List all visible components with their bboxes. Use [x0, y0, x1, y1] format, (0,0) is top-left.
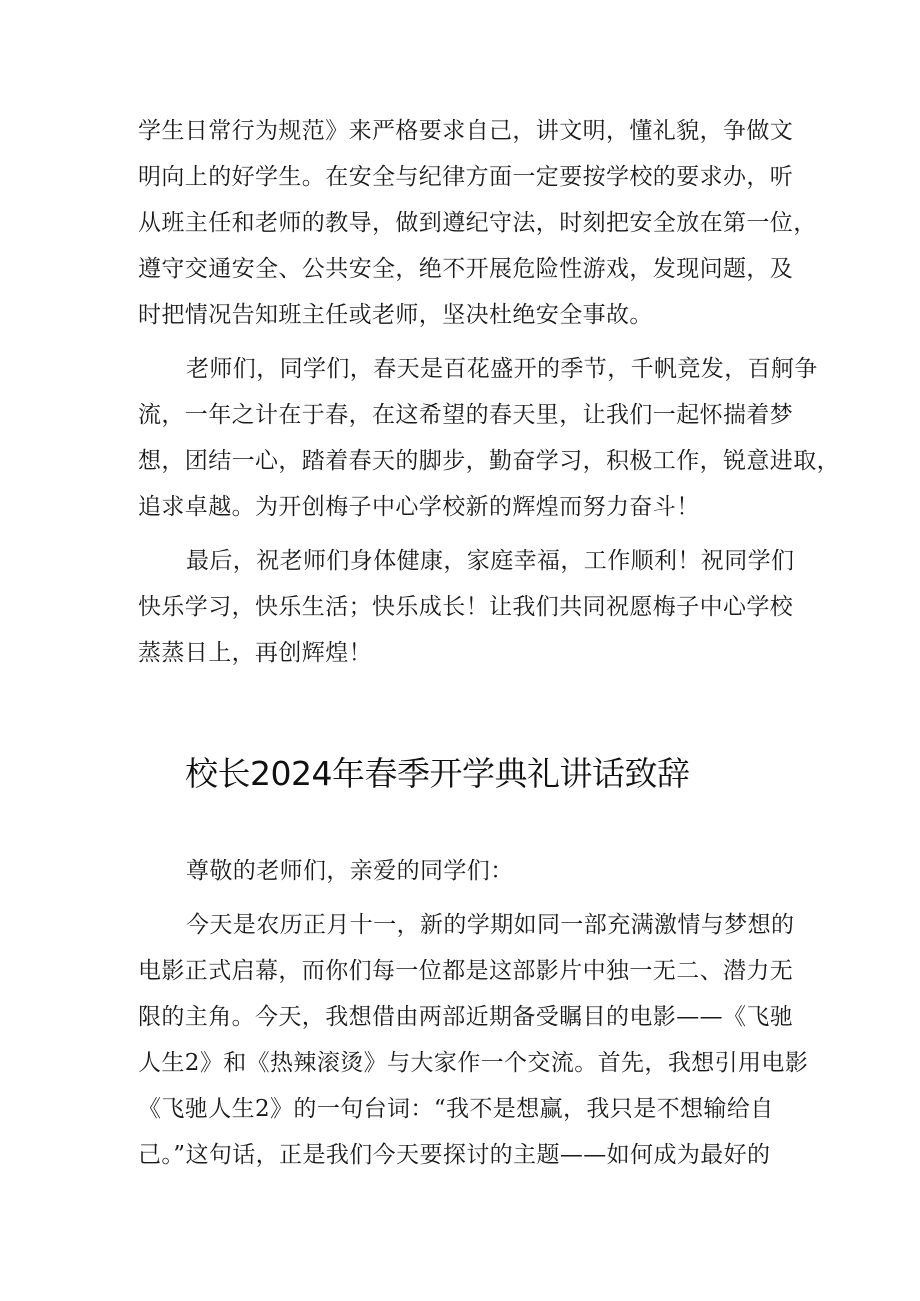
text-line: 流，一年之计在于春，在这希望的春天里，让我们一起怀揣着梦: [138, 402, 794, 428]
paragraph-start-line: 今天是农历正月十一，新的学期如同一部充满激情与梦想的: [186, 912, 795, 938]
text-line: 《飞驰人生2》的一句台词：“我不是想赢，我只是不想输给自: [138, 1096, 774, 1122]
text-line: 蒸蒸日上，再创辉煌！: [138, 640, 372, 666]
text-line: 限的主角。今天，我想借由两部近期备受瞩目的电影——《飞驰: [138, 1004, 794, 1030]
salutation-line: 尊敬的老师们，亲爱的同学们：: [186, 858, 514, 884]
text-line: 明向上的好学生。在安全与纪律方面一定要按学校的要求办，听: [138, 164, 794, 190]
text-line: 快乐学习，快乐生活；快乐成长！让我们共同祝愿梅子中心学校: [138, 594, 794, 620]
text-line: 电影正式启幕，而你们每一位都是这部影片中独一无二、潜力无: [138, 958, 794, 984]
text-line: 追求卓越。为开创梅子中心学校新的辉煌而努力奋斗！: [138, 494, 700, 520]
text-line: 想，团结一心，踏着春天的脚步，勤奋学习，积极工作，锐意进取，: [138, 448, 840, 474]
text-line: 时把情况告知班主任或老师，坚决杜绝安全事故。: [138, 302, 653, 328]
text-line: 从班主任和老师的教导，做到遵纪守法，时刻把安全放在第一位，: [138, 210, 817, 236]
speech-title: 校长2024年春季开学典礼讲话致辞: [185, 754, 690, 793]
paragraph-start-line: 最后，祝老师们身体健康，家庭幸福，工作顺利！祝同学们: [186, 548, 795, 574]
text-line: 人生2》和《热辣滚烫》与大家作一个交流。首先，我想引用电影: [138, 1050, 809, 1076]
speech-body: [138, 848, 809, 1178]
paragraph-start-line: 老师们，同学们，春天是百花盛开的季节，千帆竞发，百舸争: [186, 356, 818, 382]
text-line: 遵守交通安全、公共安全，绝不开展危险性游戏，发现问题，及: [138, 256, 794, 282]
text-line: 己。”这句话，正是我们今天要探讨的主题——如何成为最好的: [138, 1142, 771, 1168]
text-line: 学生日常行为规范》来严格要求自己，讲文明，懂礼貌，争做文: [138, 118, 794, 144]
speech-continuation: [138, 108, 840, 676]
